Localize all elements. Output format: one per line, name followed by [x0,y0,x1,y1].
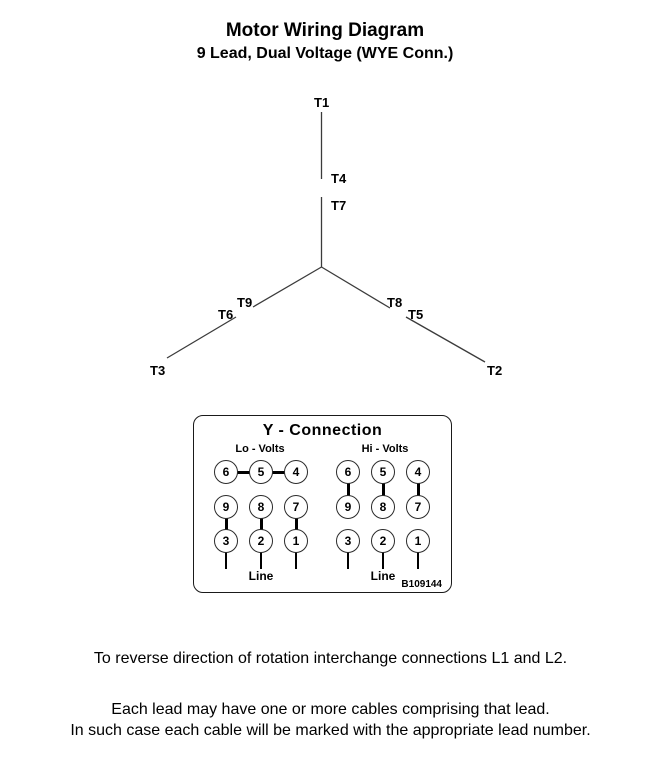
terminal-lo-2: 2 [249,529,273,553]
terminal-hi-8: 8 [371,495,395,519]
y-right-inner-segment [322,267,391,308]
y-left-outer-segment [167,317,236,358]
terminal-hi-2: 2 [371,529,395,553]
y-connection-box [193,415,452,593]
terminal-hi-4: 4 [406,460,430,484]
terminal-lo-5: 5 [249,460,273,484]
terminal-label-t9: T9 [237,295,253,310]
line-lead-lo-1 [295,552,298,569]
terminal-label-t8: T8 [387,295,403,310]
lo-volts-label: Lo - Volts [235,443,285,455]
terminal-label-t3: T3 [150,363,166,378]
terminal-hi-1: 1 [406,529,430,553]
line-lead-hi-3 [347,552,350,569]
terminal-hi-6: 6 [336,460,360,484]
terminal-hi-3: 3 [336,529,360,553]
hi-line-label: Line [370,569,396,583]
terminal-hi-7: 7 [406,495,430,519]
rotation-reversal-note: To reverse direction of rotation interchange connections L1 and L2. [93,650,568,667]
y-left-inner-segment [253,267,322,307]
connection-box-title: Y - Connection [262,422,383,439]
cable-note-line2: In such case each cable will be marked with the appropriate lead number. [70,722,591,739]
terminal-hi-9: 9 [336,495,360,519]
terminal-lo-8: 8 [249,495,273,519]
terminal-lo-9: 9 [214,495,238,519]
page-subtitle: 9 Lead, Dual Voltage (WYE Conn.) [196,45,454,62]
drawing-number: B109144 [401,579,442,590]
cable-note-line1: Each lead may have one or more cables comprising that lead. [111,701,550,718]
line-lead-hi-2 [382,552,385,569]
terminal-label-t1: T1 [314,95,330,110]
terminal-label-t4: T4 [331,171,347,186]
terminal-hi-5: 5 [371,460,395,484]
terminal-lo-7: 7 [284,495,308,519]
terminal-label-t2: T2 [487,363,503,378]
line-lead-hi-1 [417,552,420,569]
terminal-lo-3: 3 [214,529,238,553]
terminal-lo-4: 4 [284,460,308,484]
line-lead-lo-3 [225,552,228,569]
page-title: Motor Wiring Diagram [225,20,425,41]
hi-volts-label: Hi - Volts [361,443,409,455]
terminal-lo-6: 6 [214,460,238,484]
terminal-label-t6: T6 [218,307,234,322]
line-lead-lo-2 [260,552,263,569]
terminal-lo-1: 1 [284,529,308,553]
lo-line-label: Line [248,569,274,583]
terminal-label-t5: T5 [408,307,424,322]
y-right-outer-segment [406,317,485,362]
terminal-label-t7: T7 [331,198,347,213]
